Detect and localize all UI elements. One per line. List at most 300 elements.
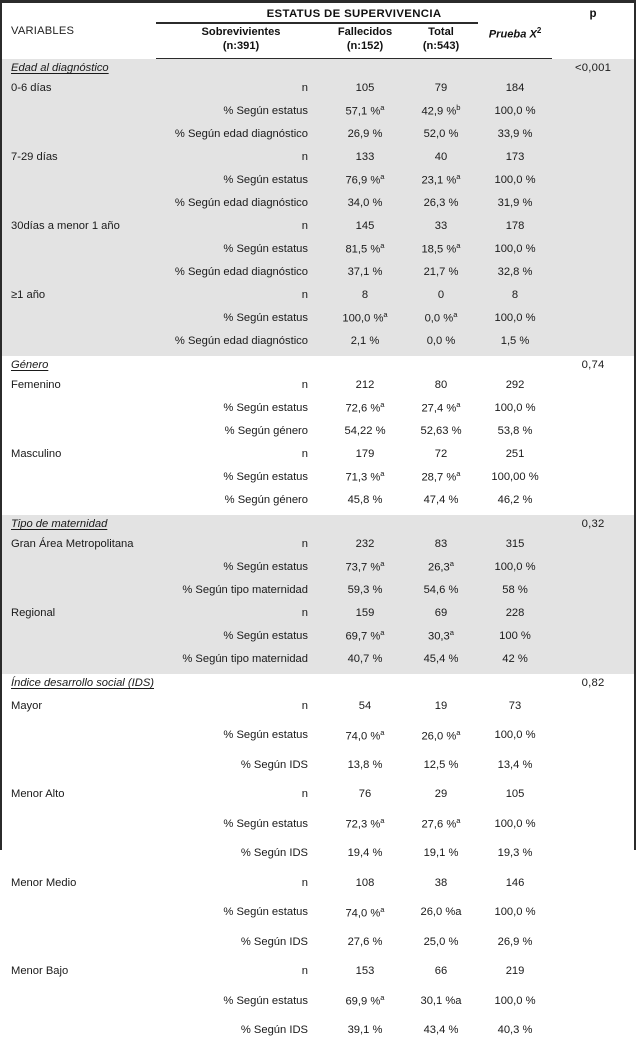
statistic-label: % Según estatus (156, 898, 326, 928)
p-value-spacer (552, 283, 634, 306)
category-label-empty (2, 555, 156, 578)
value-sobrevivientes: 57,1 %$^a$ (326, 99, 404, 122)
statistic-label: n (156, 957, 326, 987)
section-header-row (2, 356, 634, 373)
category-label: 7-29 días (2, 145, 156, 168)
value-total: 100,0 % (478, 986, 552, 1016)
value-total: 53,8 % (478, 419, 552, 442)
value-fallecidos-superscript: a (456, 469, 461, 479)
table-body (2, 59, 634, 1045)
category-label-empty (2, 809, 156, 839)
value-sobrevivientes-superscript: a (380, 559, 385, 569)
value-fallecidos: 83 (404, 532, 478, 555)
value-total: 100 % (478, 624, 552, 647)
category-label-empty (2, 750, 156, 780)
statistic-label: % Según edad diagnóstico (156, 191, 326, 214)
p-value-spacer (552, 578, 634, 601)
value-fallecidos: 0,0 % (404, 329, 478, 352)
statistic-label: % Según estatus (156, 986, 326, 1016)
p-value-spacer (552, 691, 634, 721)
value-sobrevivientes: 74,0 %$^a$ (326, 721, 404, 751)
header-col-fallecidos (326, 24, 404, 59)
value-fallecidos: 19,1 % (404, 839, 478, 869)
value-sobrevivientes: 153 (326, 957, 404, 987)
value-fallecidos: 69 (404, 601, 478, 624)
value-fallecidos: 33 (404, 214, 478, 237)
value-total: 40,3 % (478, 1016, 552, 1045)
value-fallecidos: 30,1 %a (404, 986, 478, 1016)
value-total: 8 (478, 283, 552, 306)
value-sobrevivientes: 69,9 %$^a$ (326, 986, 404, 1016)
table-row (2, 809, 634, 839)
header-col-total-name: Total (428, 26, 454, 38)
value-fallecidos: 72 (404, 442, 478, 465)
table-header (2, 3, 634, 59)
statistic-label: % Según IDS (156, 750, 326, 780)
value-total: 100,0 % (478, 237, 552, 260)
header-col-sobrevivientes-name: Sobrevivientes (201, 26, 281, 38)
section-header-row (2, 515, 634, 532)
statistic-label: n (156, 373, 326, 396)
category-label: Masculino (2, 442, 156, 465)
statistic-label: % Según edad diagnóstico (156, 329, 326, 352)
statistic-label: % Según estatus (156, 809, 326, 839)
value-sobrevivientes-superscript: a (380, 904, 385, 914)
category-label: Regional (2, 601, 156, 624)
category-label: ≥1 año (2, 283, 156, 306)
statistic-label: % Según estatus (156, 555, 326, 578)
table-row (2, 283, 634, 306)
table-row (2, 168, 634, 191)
value-fallecidos-superscript: a (456, 241, 461, 251)
table-row (2, 145, 634, 168)
value-fallecidos: 42,9 %$^b$ (404, 99, 478, 122)
section-p-value: <0,001 (552, 59, 634, 77)
header-col-sobrevivientes (156, 24, 326, 59)
table-row (2, 99, 634, 122)
value-sobrevivientes: 2,1 % (326, 329, 404, 352)
table-row (2, 898, 634, 928)
value-sobrevivientes: 159 (326, 601, 404, 624)
p-value-spacer (552, 465, 634, 488)
value-total: 31,9 % (478, 191, 552, 214)
value-fallecidos: 26,3 % (404, 191, 478, 214)
value-sobrevivientes: 54 (326, 691, 404, 721)
value-total: 100,0 % (478, 721, 552, 751)
section-header-row (2, 59, 634, 77)
table-row (2, 647, 634, 670)
value-total: 100,0 % (478, 555, 552, 578)
table-row (2, 927, 634, 957)
value-sobrevivientes: 54,22 % (326, 419, 404, 442)
value-sobrevivientes: 8 (326, 283, 404, 306)
category-label-empty (2, 839, 156, 869)
category-label-empty (2, 306, 156, 329)
p-value-spacer (552, 122, 634, 145)
category-label-empty (2, 624, 156, 647)
value-fallecidos: 26,0 %a (404, 898, 478, 928)
statistic-label: n (156, 780, 326, 810)
section-title-text: Género (11, 359, 49, 372)
value-sobrevivientes: 81,5 %$^a$ (326, 237, 404, 260)
statistic-label: n (156, 532, 326, 555)
p-value-spacer (552, 809, 634, 839)
table-row (2, 986, 634, 1016)
section-header-row (2, 674, 634, 691)
value-sobrevivientes-superscript: a (380, 172, 385, 182)
value-fallecidos: 47,4 % (404, 488, 478, 511)
value-fallecidos: 27,6 %$^a$ (404, 809, 478, 839)
table-row (2, 465, 634, 488)
value-total: 100,0 % (478, 168, 552, 191)
value-fallecidos: 29 (404, 780, 478, 810)
value-total: 105 (478, 780, 552, 810)
value-total: 1,5 % (478, 329, 552, 352)
value-sobrevivientes: 39,1 % (326, 1016, 404, 1045)
header-variables-label: VARIABLES (11, 24, 75, 37)
section-p-value: 0,32 (552, 515, 634, 532)
statistic-label: % Según IDS (156, 839, 326, 869)
table-row (2, 601, 634, 624)
value-sobrevivientes-superscript: a (380, 400, 385, 410)
p-value-spacer (552, 191, 634, 214)
p-value-spacer (552, 260, 634, 283)
value-sobrevivientes: 100,0 %$^a$ (326, 306, 404, 329)
value-fallecidos-superscript: a (449, 628, 454, 638)
value-total: 178 (478, 214, 552, 237)
p-value-spacer (552, 168, 634, 191)
category-label: Menor Alto (2, 780, 156, 810)
table-row (2, 868, 634, 898)
header-col-total (404, 24, 478, 59)
table-row (2, 957, 634, 987)
value-fallecidos: 40 (404, 145, 478, 168)
value-fallecidos-superscript: a (456, 172, 461, 182)
p-value-spacer (552, 957, 634, 987)
table-row (2, 214, 634, 237)
p-value-spacer (552, 532, 634, 555)
value-total: 32,8 % (478, 260, 552, 283)
header-group-row (2, 3, 634, 22)
value-fallecidos: 12,5 % (404, 750, 478, 780)
table-row (2, 442, 634, 465)
statistic-label: % Según edad diagnóstico (156, 260, 326, 283)
statistic-label: % Según estatus (156, 306, 326, 329)
value-total: 46,2 % (478, 488, 552, 511)
p-value-spacer (552, 986, 634, 1016)
category-label-empty (2, 99, 156, 122)
value-sobrevivientes: 212 (326, 373, 404, 396)
value-sobrevivientes: 13,8 % (326, 750, 404, 780)
statistic-label: n (156, 76, 326, 99)
p-value-spacer (552, 396, 634, 419)
statistic-label: n (156, 214, 326, 237)
value-fallecidos: 52,63 % (404, 419, 478, 442)
value-total: 13,4 % (478, 750, 552, 780)
value-total: 100,0 % (478, 809, 552, 839)
category-label-empty (2, 465, 156, 488)
value-fallecidos: 23,1 %$^a$ (404, 168, 478, 191)
p-value-spacer (552, 624, 634, 647)
value-sobrevivientes: 179 (326, 442, 404, 465)
header-p-label: p (589, 8, 597, 20)
section-title (2, 59, 552, 77)
p-value-spacer (552, 306, 634, 329)
statistic-label: % Según tipo maternidad (156, 578, 326, 601)
table-row (2, 624, 634, 647)
category-label: Menor Medio (2, 868, 156, 898)
statistic-label: n (156, 601, 326, 624)
value-sobrevivientes: 19,4 % (326, 839, 404, 869)
value-fallecidos-superscript: a (456, 816, 461, 826)
statistic-label: % Según estatus (156, 396, 326, 419)
section-title (2, 356, 552, 373)
value-fallecidos-superscript: a (456, 400, 461, 410)
table-row (2, 76, 634, 99)
statistic-label: % Según IDS (156, 927, 326, 957)
value-sobrevivientes: 76 (326, 780, 404, 810)
value-sobrevivientes: 27,6 % (326, 927, 404, 957)
header-rule-spacer-2 (552, 22, 634, 24)
value-fallecidos-superscript: b (456, 103, 461, 113)
category-label-empty (2, 488, 156, 511)
value-sobrevivientes: 105 (326, 76, 404, 99)
table-row (2, 721, 634, 751)
value-total: 315 (478, 532, 552, 555)
value-total: 100,0 % (478, 396, 552, 419)
table-row (2, 839, 634, 869)
value-total: 19,3 % (478, 839, 552, 869)
p-value-spacer (552, 145, 634, 168)
section-title (2, 674, 552, 691)
statistic-label: % Según estatus (156, 721, 326, 751)
value-sobrevivientes: 145 (326, 214, 404, 237)
category-label: Gran Área Metropolitana (2, 532, 156, 555)
table-row (2, 419, 634, 442)
value-fallecidos: 26,3$^a$ (404, 555, 478, 578)
category-label-empty (2, 329, 156, 352)
table-row (2, 780, 634, 810)
value-sobrevivientes-superscript: a (380, 727, 385, 737)
table-row (2, 191, 634, 214)
category-label-empty (2, 927, 156, 957)
p-value-spacer (552, 419, 634, 442)
value-sobrevivientes-superscript: a (380, 993, 385, 1003)
category-label-empty (2, 419, 156, 442)
statistic-label: % Según estatus (156, 99, 326, 122)
p-value-spacer (552, 488, 634, 511)
category-label-empty (2, 260, 156, 283)
value-sobrevivientes: 71,3 %$^a$ (326, 465, 404, 488)
statistic-label: n (156, 691, 326, 721)
value-total: 146 (478, 868, 552, 898)
value-total: 100,0 % (478, 99, 552, 122)
value-sobrevivientes: 59,3 % (326, 578, 404, 601)
category-label: Femenino (2, 373, 156, 396)
p-value-spacer (552, 442, 634, 465)
category-label: 30días a menor 1 año (2, 214, 156, 237)
category-label: Mayor (2, 691, 156, 721)
table-row (2, 122, 634, 145)
value-fallecidos: 52,0 % (404, 122, 478, 145)
value-sobrevivientes: 74,0 %$^a$ (326, 898, 404, 928)
p-value-spacer (552, 839, 634, 869)
category-label-empty (2, 578, 156, 601)
value-total: 100,0 % (478, 306, 552, 329)
p-value-spacer (552, 99, 634, 122)
p-value-spacer (552, 373, 634, 396)
category-label: Menor Bajo (2, 957, 156, 987)
table-row (2, 1016, 634, 1045)
value-sobrevivientes-superscript: a (380, 469, 385, 479)
table-row (2, 373, 634, 396)
statistic-label: n (156, 442, 326, 465)
value-sobrevivientes: 72,6 %$^a$ (326, 396, 404, 419)
statistic-label: n (156, 868, 326, 898)
section-title-text: Edad al diagnóstico (11, 62, 109, 75)
value-fallecidos: 26,0 %$^a$ (404, 721, 478, 751)
header-group-title: ESTATUS DE SUPERVIVENCIA (266, 8, 442, 20)
statistic-label: % Según tipo maternidad (156, 647, 326, 670)
section-p-value: 0,82 (552, 674, 634, 691)
header-p-test-exponent: 2 (536, 26, 542, 35)
table-row (2, 329, 634, 352)
value-fallecidos: 27,4 %$^a$ (404, 396, 478, 419)
p-value-spacer (552, 214, 634, 237)
statistic-label: % Según género (156, 419, 326, 442)
value-total: 184 (478, 76, 552, 99)
table-row (2, 237, 634, 260)
value-total: 228 (478, 601, 552, 624)
category-label-empty (2, 191, 156, 214)
header-col-total-n: (n:543) (422, 39, 460, 52)
p-value-spacer (552, 1016, 634, 1045)
p-value-spacer (552, 237, 634, 260)
value-sobrevivientes-superscript: a (380, 103, 385, 113)
value-total: 251 (478, 442, 552, 465)
table-row (2, 260, 634, 283)
section-title-text: Tipo de maternidad (11, 518, 108, 531)
category-label-empty (2, 647, 156, 670)
category-label-empty (2, 986, 156, 1016)
section-title-text: Índice desarrollo social (IDS) (11, 677, 155, 690)
statistic-label: % Según edad diagnóstico (156, 122, 326, 145)
value-total: 292 (478, 373, 552, 396)
value-total: 100,0 % (478, 898, 552, 928)
table-row (2, 750, 634, 780)
statistic-label: % Según IDS (156, 1016, 326, 1045)
value-fallecidos: 80 (404, 373, 478, 396)
value-sobrevivientes-superscript: a (380, 816, 385, 826)
value-fallecidos: 45,4 % (404, 647, 478, 670)
value-fallecidos: 0 (404, 283, 478, 306)
value-sobrevivientes-superscript: a (380, 628, 385, 638)
header-p-test-prefix: Prueba X (488, 28, 537, 41)
category-label-empty (2, 168, 156, 191)
statistic-label: % Según estatus (156, 168, 326, 191)
table-row (2, 578, 634, 601)
value-sobrevivientes: 73,7 %$^a$ (326, 555, 404, 578)
value-fallecidos-superscript: a (456, 727, 461, 737)
category-label-empty (2, 396, 156, 419)
value-fallecidos: 30,3$^a$ (404, 624, 478, 647)
header-p-test-label (478, 24, 552, 59)
value-fallecidos-superscript: a (449, 559, 454, 569)
value-sobrevivientes: 108 (326, 868, 404, 898)
header-col-fallecidos-name: Fallecidos (337, 26, 393, 38)
header-col-sobrevivientes-n: (n:391) (222, 39, 260, 52)
value-sobrevivientes: 133 (326, 145, 404, 168)
p-value-spacer (552, 555, 634, 578)
p-value-spacer (552, 721, 634, 751)
value-sobrevivientes: 34,0 % (326, 191, 404, 214)
value-fallecidos: 54,6 % (404, 578, 478, 601)
value-total: 100,00 % (478, 465, 552, 488)
value-fallecidos: 43,4 % (404, 1016, 478, 1045)
value-fallecidos: 28,7 %$^a$ (404, 465, 478, 488)
statistic-label: % Según estatus (156, 465, 326, 488)
category-label-empty (2, 1016, 156, 1045)
table-row (2, 691, 634, 721)
value-sobrevivientes: 232 (326, 532, 404, 555)
statistic-label: n (156, 283, 326, 306)
table-row (2, 488, 634, 511)
header-col-fallecidos-n: (n:152) (346, 39, 384, 52)
value-fallecidos: 21,7 % (404, 260, 478, 283)
p-value-spacer (552, 750, 634, 780)
value-sobrevivientes-superscript: a (380, 241, 385, 251)
category-label: 0-6 días (2, 76, 156, 99)
value-sobrevivientes: 40,7 % (326, 647, 404, 670)
value-fallecidos: 18,5 %$^a$ (404, 237, 478, 260)
table-row (2, 396, 634, 419)
statistic-label: % Según estatus (156, 624, 326, 647)
value-sobrevivientes: 72,3 %$^a$ (326, 809, 404, 839)
table-row (2, 532, 634, 555)
value-sobrevivientes: 69,7 %$^a$ (326, 624, 404, 647)
value-sobrevivientes: 45,8 % (326, 488, 404, 511)
p-value-spacer (552, 647, 634, 670)
table-row (2, 555, 634, 578)
value-total: 26,9 % (478, 927, 552, 957)
value-total: 42 % (478, 647, 552, 670)
value-fallecidos-superscript: a (453, 310, 458, 320)
value-fallecidos: 38 (404, 868, 478, 898)
category-label-empty (2, 898, 156, 928)
value-total: 58 % (478, 578, 552, 601)
value-total: 173 (478, 145, 552, 168)
value-total: 73 (478, 691, 552, 721)
p-value-spacer (552, 868, 634, 898)
value-total: 219 (478, 957, 552, 987)
value-sobrevivientes-superscript: a (383, 310, 388, 320)
p-value-spacer (552, 76, 634, 99)
p-value-spacer (552, 927, 634, 957)
section-p-value: 0,74 (552, 356, 634, 373)
value-fallecidos: 79 (404, 76, 478, 99)
statistics-table (2, 3, 634, 1045)
statistic-label: % Según género (156, 488, 326, 511)
category-label-empty (2, 122, 156, 145)
value-fallecidos: 0,0 %$^a$ (404, 306, 478, 329)
value-sobrevivientes: 37,1 % (326, 260, 404, 283)
statistic-label: n (156, 145, 326, 168)
statistic-label: % Según estatus (156, 237, 326, 260)
p-value-spacer (552, 898, 634, 928)
value-sobrevivientes: 76,9 %$^a$ (326, 168, 404, 191)
p-value-spacer (552, 601, 634, 624)
section-title (2, 515, 552, 532)
